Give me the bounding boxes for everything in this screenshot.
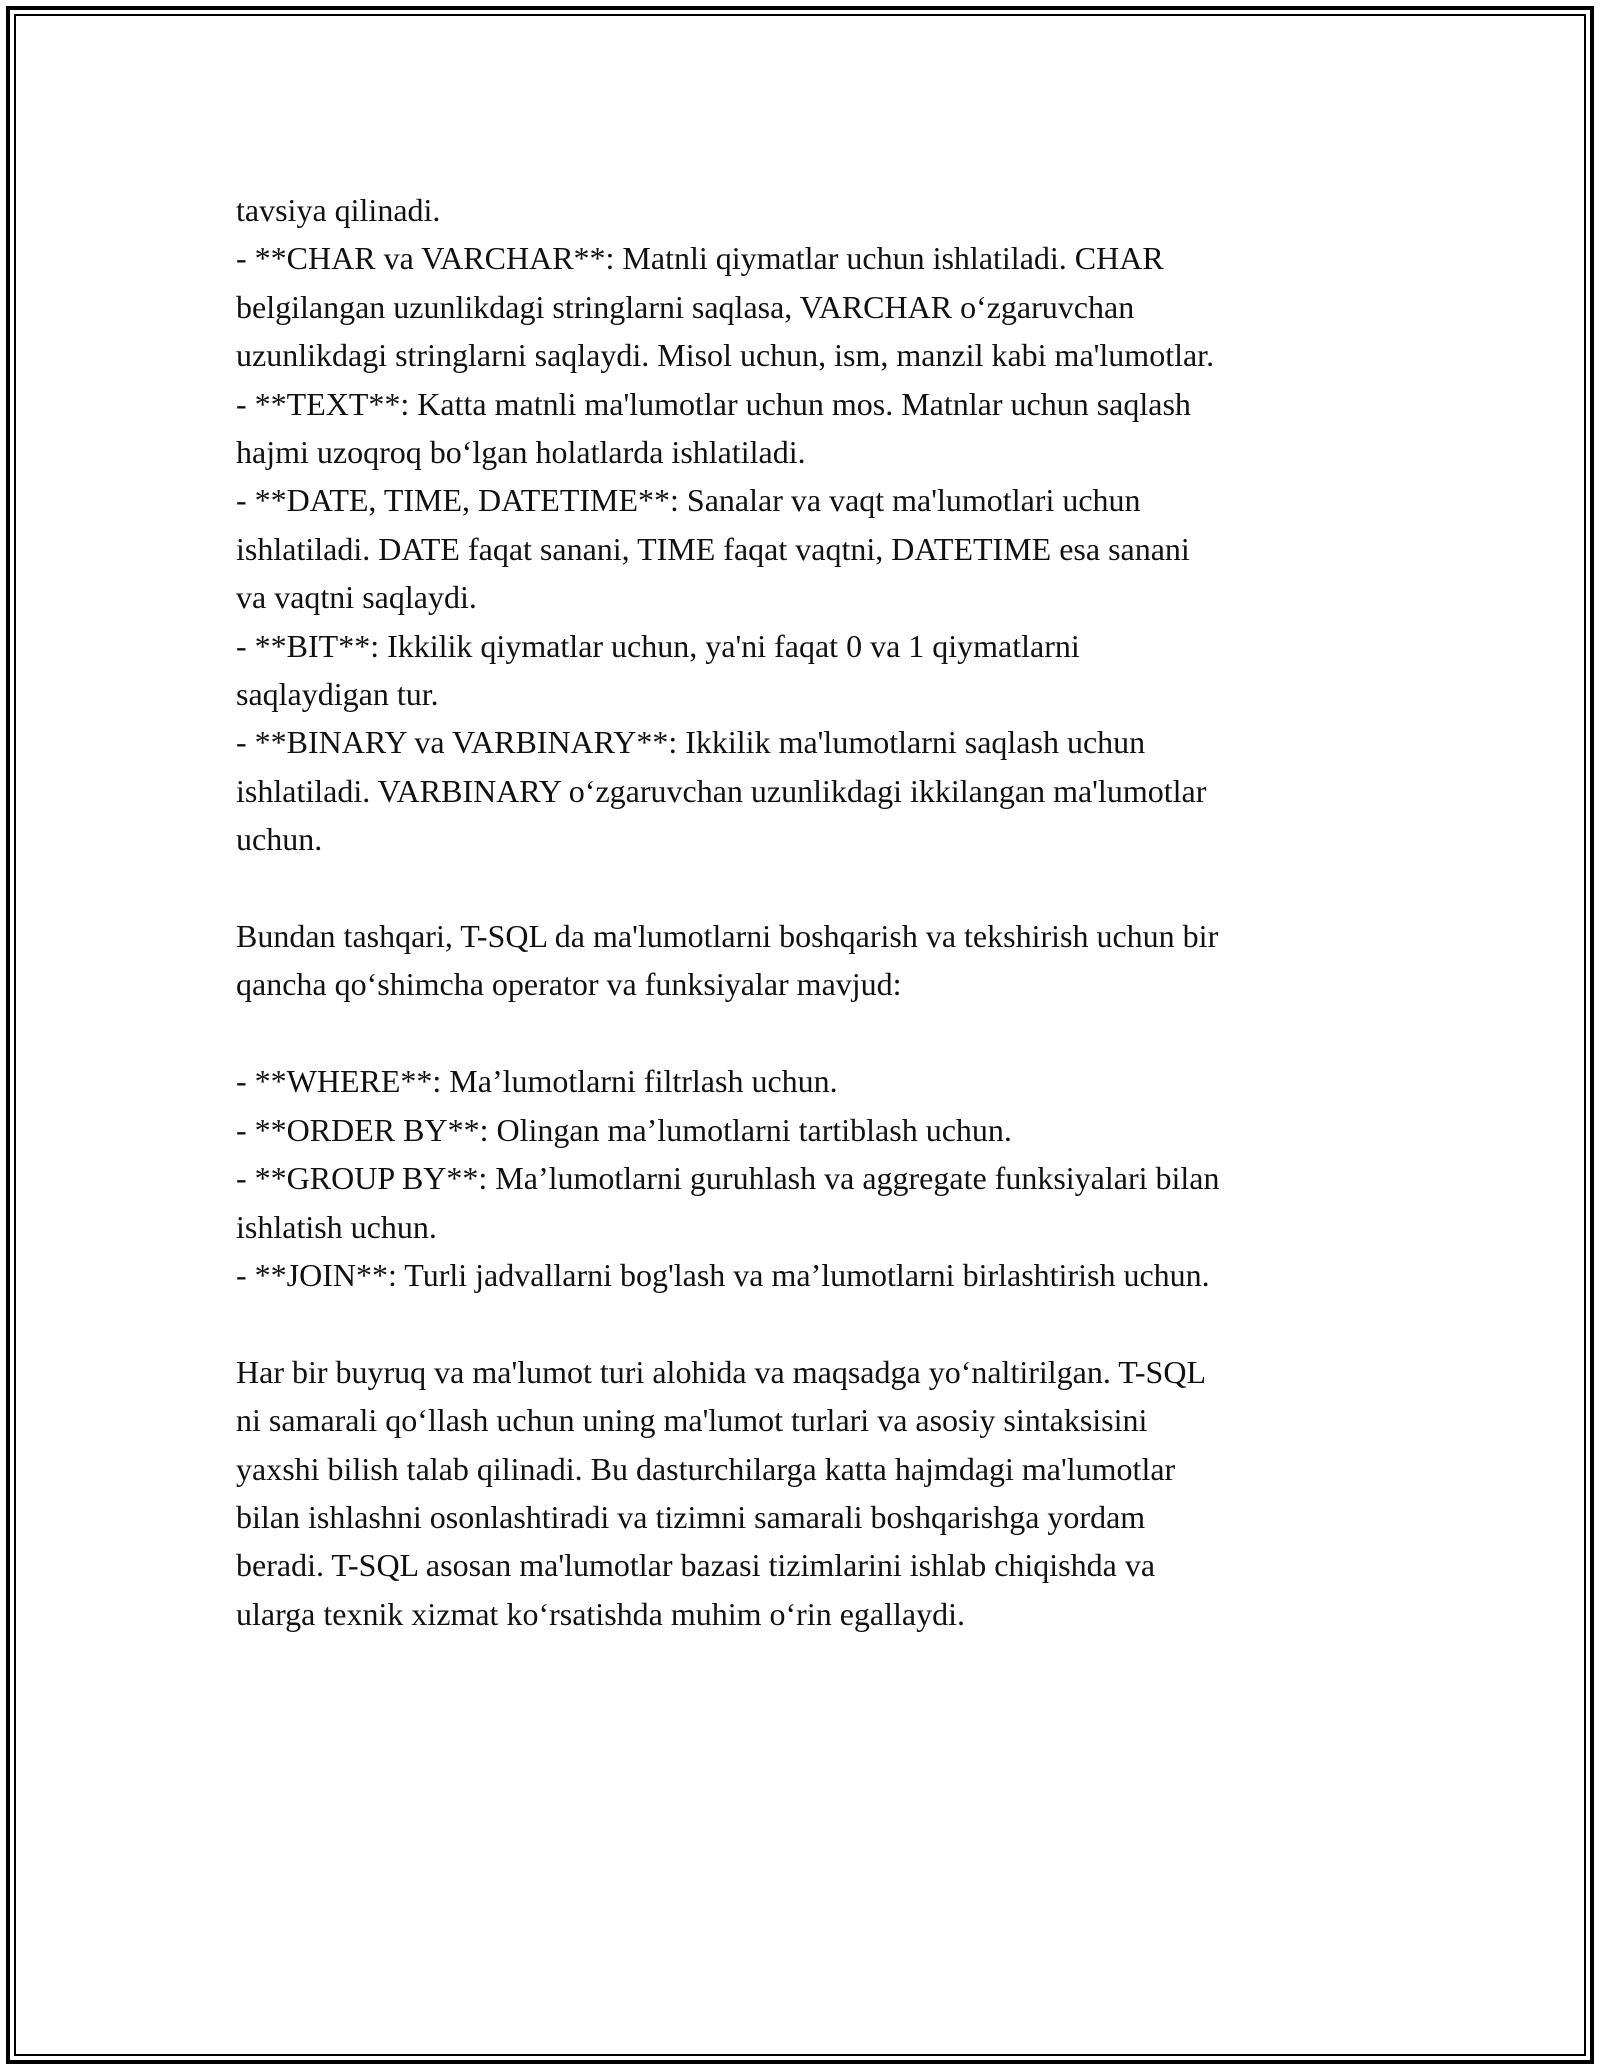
document-body [236, 186, 1386, 1638]
paragraph-conclusion: Har bir buyruq va ma'lumot turi alohida va maqsadga yo‘naltirilgan. T-SQL ni samarali qo‘llash uchun uning ma'lumot turlari va asosiy sintaksisini yaxshi bilish talab qilinadi. Bu dasturchilarga katta hajmdagi ma'lumotlar bilan ishlashni osonlashtiradi va tizimni samarali boshqarishga yordam beradi. T-SQL asosan ma'lumotlar bazasi tizimlarini ishlab chiqishda va ularga texnik xizmat ko‘rsatishda muhim o‘rin egallaydi. [236, 1353, 1206, 1632]
paragraph-gap [236, 864, 1386, 912]
paragraph-gap [236, 1299, 1386, 1347]
paragraph-operators-list: - **WHERE**: Ma’lumotlarni filtrlash uchun. - **ORDER BY**: Olingan ma’lumotlarni tartiblash uchun. - **GROUP BY**: Ma’lumotlarni guruhlash va aggregate funksiyalari bilan ishlatish uchun. - **JOIN**: Turli jadvallarni bog'lash va ma’lumotlarni birlashtirish uchun. [236, 1063, 1220, 1293]
paragraph-data-types-list: tavsiya qilinadi. - **CHAR va VARCHAR**: Matnli qiymatlar uchun ishlatiladi. CHAR belgilangan uzunlikdagi stringlarni saqlasa, VARCHAR o‘zgaruvchan uzunlikdagi stringlarni saqlaydi. Misol uchun, ism, manzil kabi ma'lumotlar. - **TEXT**: Katta matnli ma'lumotlar uchun mos. Matnlar uchun saqlash hajmi uzoqroq bo‘lgan holatlarda ishlatiladi. - **DATE, TIME, DATETIME**: Sanalar va vaqt ma'lumotlari uchun ishlatiladi. DATE faqat sanani, TIME faqat vaqtni, DATETIME esa sanani va vaqtni saqlaydi. - **BIT**: Ikkilik qiymatlar uchun, ya'ni faqat 0 va 1 qiymatlarni saqlaydigan tur. - **BINARY va VARBINARY**: Ikkilik ma'lumotlarni saqlash uchun ishlatiladi. VARBINARY o‘zgaruvchan uzunlikdagi ikkilangan ma'lumotlar uchun. [236, 192, 1215, 858]
paragraph-operators-intro: Bundan tashqari, T-SQL da ma'lumotlarni boshqarish va tekshirish uchun bir qancha qo‘shimcha operator va funksiyalar mavjud: [236, 918, 1219, 1003]
paragraph-gap [236, 1009, 1386, 1057]
